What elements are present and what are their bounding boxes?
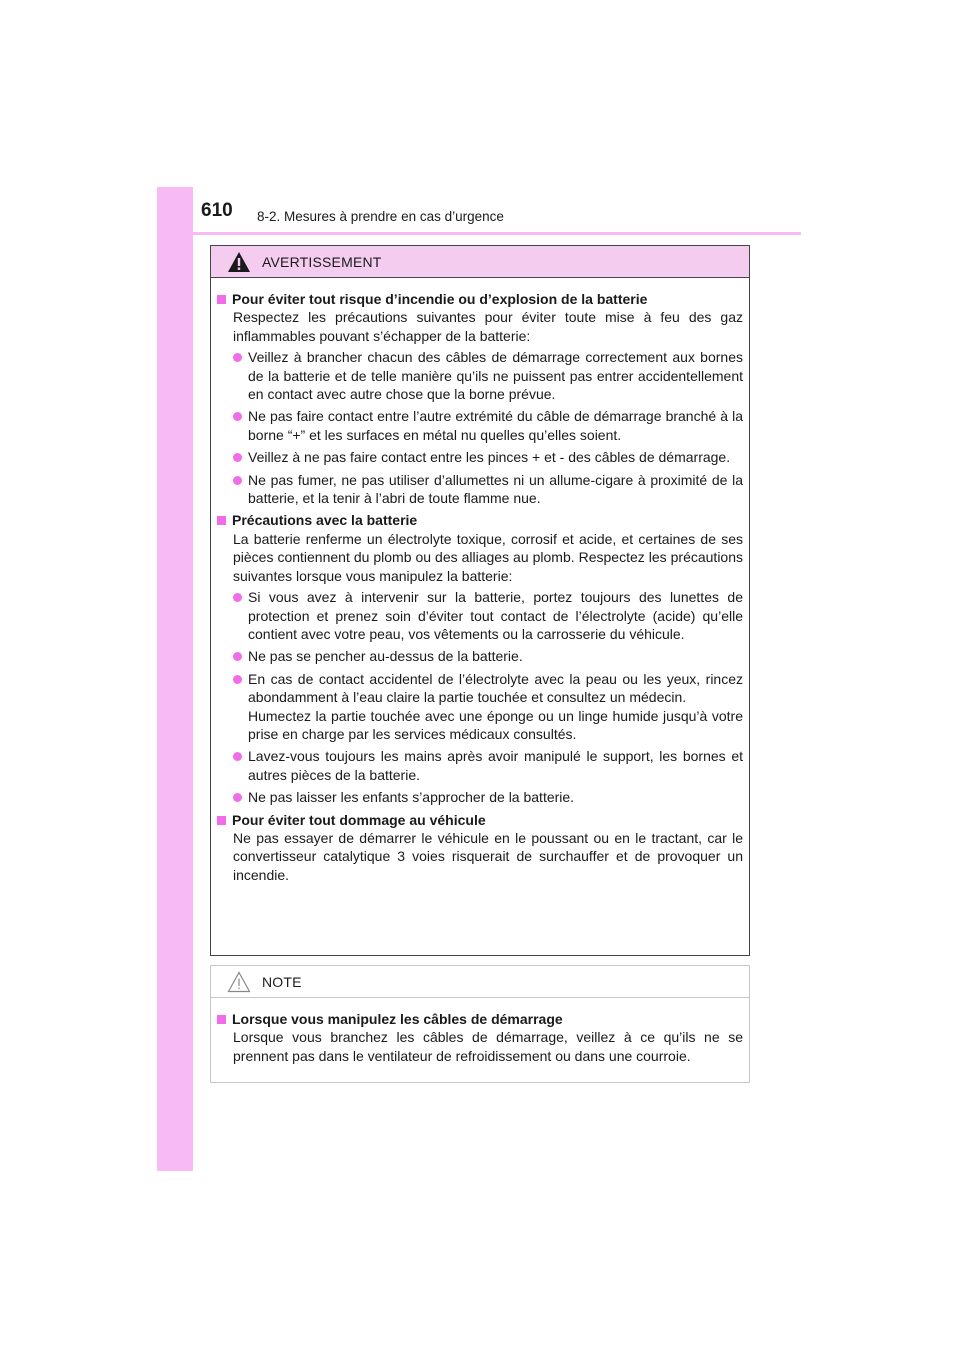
side-band bbox=[157, 187, 193, 1171]
warning-body bbox=[211, 278, 749, 884]
note-label: NOTE bbox=[262, 973, 302, 990]
round-bullet-icon bbox=[233, 652, 242, 661]
square-bullet-icon bbox=[217, 1015, 226, 1024]
list-item: En cas de contact accidentel de l’électrolyte avec la peau ou les yeux, rincez abondamment à l’eau claire la partie touchée et consultez un médecin. Humectez la partie touchée avec une éponge ou un linge humide jusqu’à votre prise en charge par les services médicaux consultés. bbox=[233, 670, 743, 744]
round-bullet-icon bbox=[233, 752, 242, 761]
list-item: Ne pas faire contact entre l’autre extrémité du câble de démarrage branché à la borne “+” et les surfaces en métal nu quelles qu’elles soient. bbox=[233, 407, 743, 444]
page-number: 610 bbox=[201, 200, 233, 221]
round-bullet-icon bbox=[233, 453, 242, 462]
round-bullet-icon bbox=[233, 353, 242, 362]
note-text: Lorsque vous branchez les câbles de démarrage, veillez à ce qu’ils ne se prennent pas dans le ventilateur de refroidissement ou dans une courroie. bbox=[233, 1029, 743, 1064]
section-heading: Pour éviter tout dommage au véhicule bbox=[217, 811, 743, 829]
section-heading: Pour éviter tout risque d’incendie ou d’explosion de la batterie bbox=[217, 290, 743, 308]
section-intro: Respectez les précautions suivantes pour éviter toute mise à feu des gaz inflammables pouvant s’échapper de la batterie: bbox=[233, 309, 743, 344]
list-item: Veillez à ne pas faire contact entre les pinces + et - des câbles de démarrage. bbox=[233, 448, 743, 466]
warning-label: AVERTISSEMENT bbox=[262, 253, 382, 270]
note-header bbox=[211, 966, 749, 998]
round-bullet-icon bbox=[233, 412, 242, 421]
list-item: Ne pas laisser les enfants s’approcher de la batterie. bbox=[233, 788, 743, 806]
list-item: Ne pas fumer, ne pas utiliser d’allumettes ni un allume-cigare à proximité de la batterie, et la tenir à l’abri de toute flamme nue. bbox=[233, 471, 743, 508]
section-heading: Précautions avec la batterie bbox=[217, 511, 743, 529]
header-rule bbox=[157, 232, 801, 235]
warning-triangle-icon bbox=[227, 251, 251, 273]
note-triangle-icon bbox=[227, 971, 251, 993]
round-bullet-icon bbox=[233, 675, 242, 684]
section-intro: Ne pas essayer de démarrer le véhicule en le poussant ou en le tractant, car le convertisseur catalytique 3 voies risquerait de surchauffer et de provoquer un incendie. bbox=[233, 829, 743, 883]
note-box bbox=[210, 965, 750, 1083]
section-title: 8-2. Mesures à prendre en cas d’urgence bbox=[257, 209, 504, 224]
warning-header bbox=[211, 246, 749, 278]
section-intro: La batterie renferme un électrolyte toxique, corrosif et acide, et certaines de ses pièces contiennent du plomb ou des alliages au plomb. Respectez les précautions suivantes lorsque vous manipulez la batterie: bbox=[233, 530, 743, 584]
square-bullet-icon bbox=[217, 816, 226, 825]
list-item: Lavez-vous toujours les mains après avoir manipulé le support, les bornes et autres pièces de la batterie. bbox=[233, 747, 743, 784]
round-bullet-icon bbox=[233, 793, 242, 802]
square-bullet-icon bbox=[217, 295, 226, 304]
square-bullet-icon bbox=[217, 516, 226, 525]
note-heading: Lorsque vous manipulez les câbles de démarrage bbox=[217, 1010, 743, 1028]
round-bullet-icon bbox=[233, 476, 242, 485]
round-bullet-icon bbox=[233, 593, 242, 602]
list-item: Ne pas se pencher au-dessus de la batterie. bbox=[233, 647, 743, 665]
list-item: Veillez à brancher chacun des câbles de démarrage correctement aux bornes de la batterie et de telle manière qu’ils ne puissent pas entrer accidentellement en contact avec autre chose que la borne prévue. bbox=[233, 348, 743, 403]
warning-box bbox=[210, 245, 750, 956]
note-body bbox=[211, 998, 749, 1065]
list-item: Si vous avez à intervenir sur la batterie, portez toujours des lunettes de protection et prenez soin d’éviter tout contact de l’électrolyte (acide) qu’elle contient avec votre peau, vos vêtements ou la carrosserie du véhicule. bbox=[233, 588, 743, 643]
